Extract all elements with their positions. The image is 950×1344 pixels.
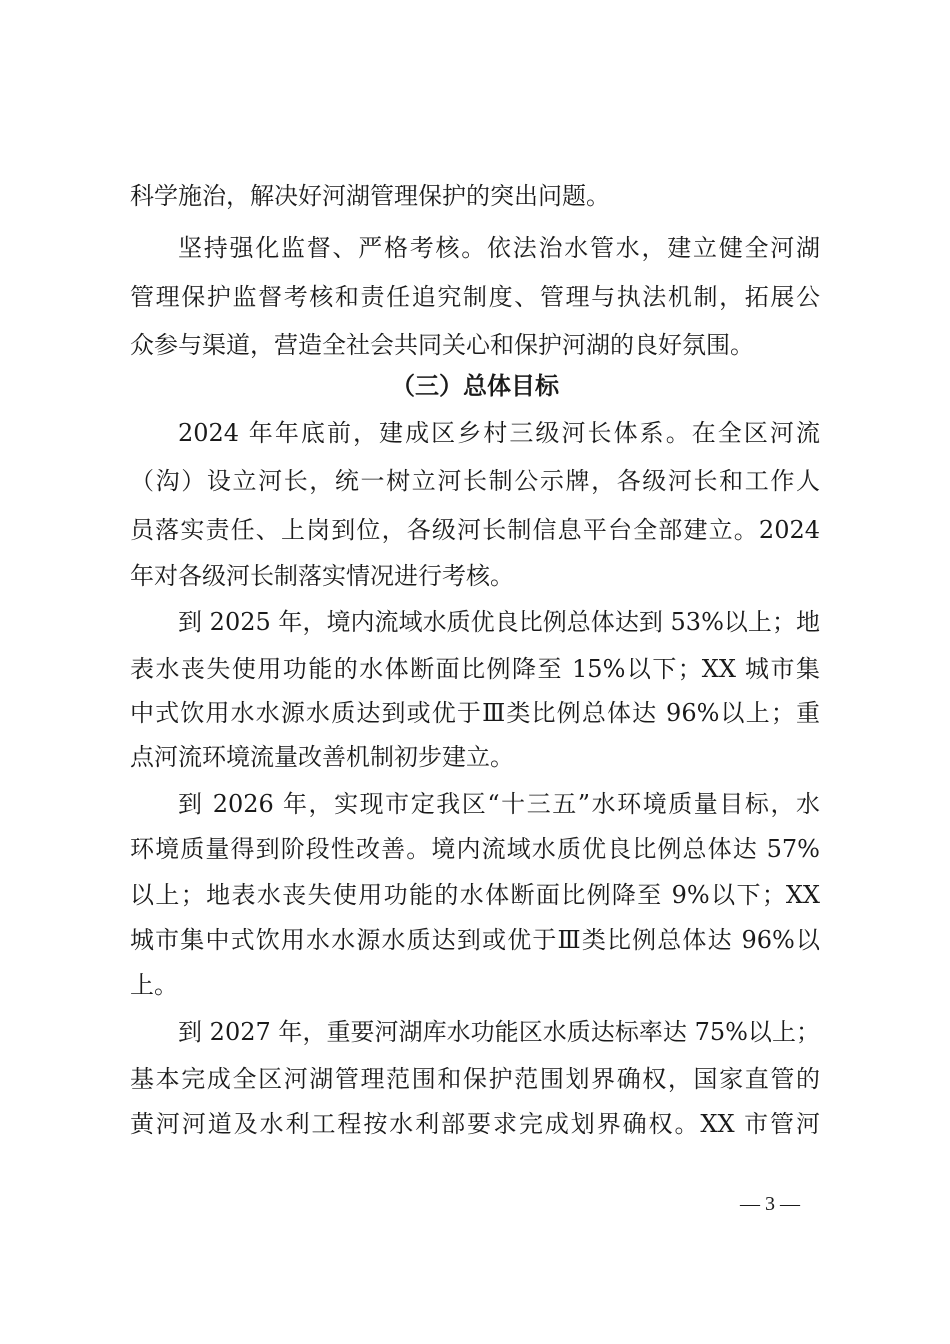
paragraph-line: 管理保护监督考核和责任追究制度、管理与执法机制，拓展公 xyxy=(130,283,820,311)
paragraph-line: （沟）设立河长，统一树立河长制公示牌，各级河长和工作人 xyxy=(130,467,820,495)
page-number: — 3 — xyxy=(740,1193,800,1215)
paragraph-line: 上。 xyxy=(130,971,178,999)
section-heading: （三）总体目标 xyxy=(391,372,559,400)
paragraph-line: 点河流环境流量改善机制初步建立。 xyxy=(130,743,514,771)
paragraph-line: 到 2027 年，重要河湖库水功能区水质达标率达 75%以上； xyxy=(178,1018,820,1046)
paragraph-line: 表水丧失使用功能的水体断面比例降至 15%以下；XX 城市集 xyxy=(130,655,820,683)
paragraph-line: 2024 年年底前，建成区乡村三级河长体系。在全区河流 xyxy=(178,419,820,447)
paragraph-line: 黄河河道及水利工程按水利部要求完成划界确权。XX 市管河 xyxy=(130,1110,820,1138)
paragraph-line: 基本完成全区河湖管理范围和保护范围划界确权，国家直管的 xyxy=(130,1065,820,1093)
paragraph-line: 环境质量得到阶段性改善。境内流域水质优良比例总体达 57% xyxy=(130,835,820,863)
paragraph-line: 以上；地表水丧失使用功能的水体断面比例降至 9%以下；XX xyxy=(130,881,820,909)
paragraph-line: 科学施治，解决好河湖管理保护的突出问题。 xyxy=(130,182,610,210)
paragraph-line: 员落实责任、上岗到位，各级河长制信息平台全部建立。2024 xyxy=(130,516,820,544)
paragraph-line: 坚持强化监督、严格考核。依法治水管水，建立健全河湖 xyxy=(178,234,820,262)
paragraph-line: 到 2025 年，境内流域水质优良比例总体达到 53%以上；地 xyxy=(178,608,820,636)
paragraph-line: 到 2026 年，实现市定我区“十三五”水环境质量目标，水 xyxy=(178,790,820,818)
paragraph-line: 年对各级河长制落实情况进行考核。 xyxy=(130,562,514,590)
paragraph-line: 众参与渠道，营造全社会共同关心和保护河湖的良好氛围。 xyxy=(130,331,754,359)
paragraph-line: 中式饮用水水源水质达到或优于Ⅲ类比例总体达 96%以上；重 xyxy=(130,699,820,727)
paragraph-line: 城市集中式饮用水水源水质达到或优于Ⅲ类比例总体达 96%以 xyxy=(130,926,820,954)
